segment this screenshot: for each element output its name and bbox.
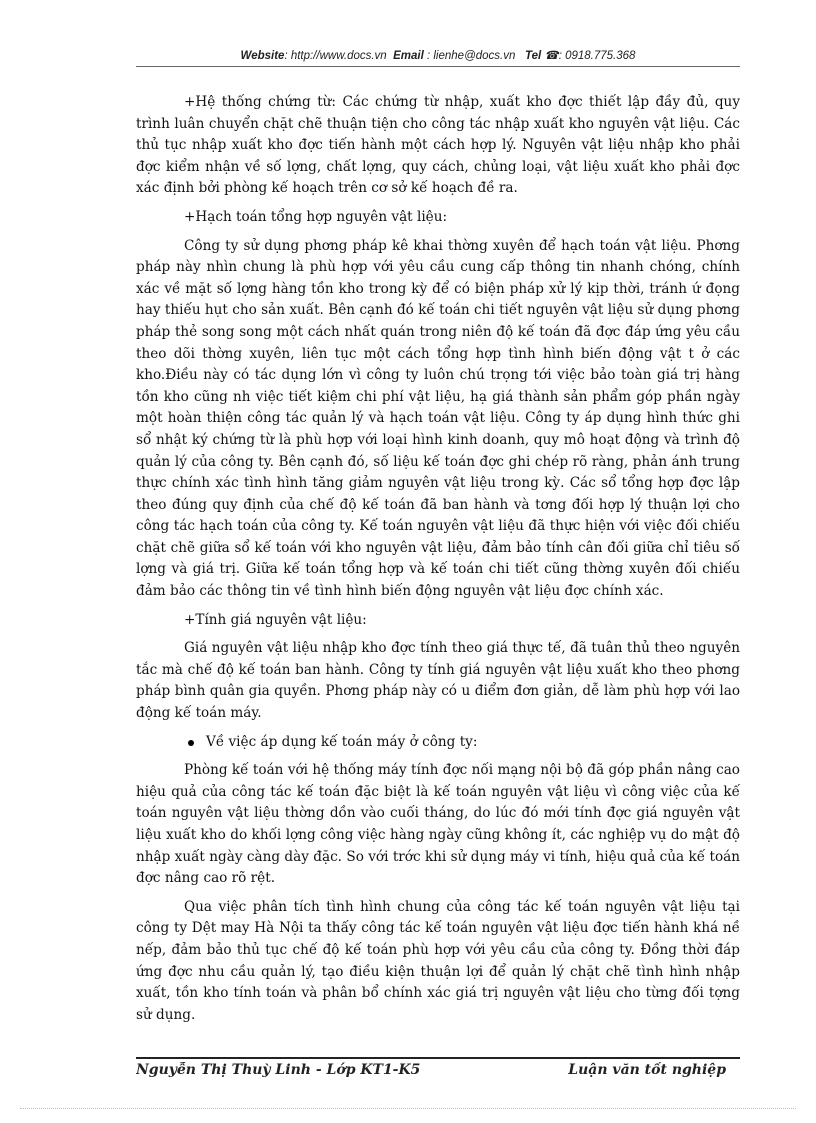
paragraph-hach-toan: Công ty sử dụng phơng pháp kê khai thờng xuyên để hạch toán vật liệu. Phơng pháp này nhìn chung là phù hợp với yêu cầu cung cấp thông tin nhanh chóng, chính xác về mặt số lợng hàng tồn kho trong kỳ để có biện pháp xử lý kịp thời, tránh ứ đọng hay thiếu hụt cho sản xuất. Bên cạnh đó kế toán chi tiết nguyên vật liệu sử dụng phơng pháp thẻ song song một cách nhất quán trong niên độ kế toán đã đợc đáp ứng yêu cầu theo dõi thờng xuyên, liên tục một cách tổng hợp tình hình biến động vật t ở các kho.Điều này có tác dụng lớn vì công ty luôn chú trọng tới việc bảo toàn giá trị hàng tồn kho cũng nh việc tiết kiệm chi phí vật liệu, hạ giá thành sản phẩm góp phần ngày một hoàn thiện công tác quản lý và hạch toán vật liệu. Công ty áp dụng hình thức ghi sổ nhật ký chứng từ là phù hợp với loại hình kinh doanh, quy mô hoạt động và trình độ quản lý của công ty. Bên cạnh đó, số liệu kế toán đợc ghi chép rõ ràng, phản ánh trung thực chính xác tình hình tăng giảm nguyên vật liệu trong kỳ. Các sổ tổng hợp đợc lập theo đúng quy định của chế độ kế toán đã ban hành và tơng đối hợp lý thuận lợi cho công tác hạch toán của công ty. Kế toán nguyên vật liệu đã thực hiện với việc đối chiếu chặt chẽ giữa sổ kế toán với kho nguyên vật liệu, đảm bảo tính cân đối giữa chỉ tiêu số lợng và giá trị. Giữa kế toán tổng hợp và kế toán chi tiết cũng thờng xuyên đối chiếu đảm bảo các thông tin về tình hình biến động nguyên vật liệu đợc chính xác. <box>136 237 740 600</box>
email-label: Email <box>393 50 424 62</box>
page-edge-divider <box>20 1108 796 1109</box>
paragraph-heading-hach-toan: +Hạch toán tổng hợp nguyên vật liệu: <box>184 208 448 225</box>
footer-title: Luận văn tốt nghiệp <box>568 1062 726 1078</box>
phone-icon: ☎ <box>544 50 559 62</box>
bullet-item <box>136 732 740 754</box>
website-value: : http://www.docs.vn <box>284 50 387 62</box>
paragraph-tinh-gia: Giá nguyên vật liệu nhập kho đợc tính theo giá thực tế, đã tuân thủ theo nguyên tắc mà chế độ kế toán ban hành. Công ty tính giá nguyên vật liệu xuất kho theo phơng pháp bình quân gia quyền. Phơng pháp này có u điểm đơn giản, dễ làm phù hợp với lao động kế toán máy. <box>136 640 740 722</box>
document-body <box>136 92 740 1033</box>
paragraph-ke-toan-may: Phòng kế toán với hệ thống máy tính đợc nối mạng nội bộ đã góp phần nâng cao hiệu quả của công tác kế toán đặc biệt là kế toán nguyên vật liệu vì công việc của kế toán nguyên vật liệu thờng dồn vào cuối tháng, do lúc đó mới tính đợc giá nguyên vật liệu xuất kho do khối lợng công việc hàng ngày cũng không ít, các nghiệp vụ do mật độ nhập xuất ngày càng dày đặc. So với trớc khi sử dụng máy vi tính, hiệu quả của kế toán đợc nâng cao rõ rệt. <box>136 762 740 887</box>
paragraph-chung-tu: +Hệ thống chứng từ: Các chứng từ nhập, xuất kho đợc thiết lập đầy đủ, quy trình luân chuyển chặt chẽ thuận tiện cho công tác nhập xuất kho nguyên vật liệu. Các thủ tục nhập xuất kho đợc tiến hành một cách hợp lý. Nguyên vật liệu nhập kho phải đợc kiểm nhận về số lợng, chất lợng, quy cách, chủng loại, vật liệu xuất kho phải đợc xác định bởi phòng kế hoạch trên cơ sở kế hoạch đề ra. <box>136 94 740 197</box>
paragraph-heading-tinh-gia: +Tính giá nguyên vật liệu: <box>184 611 367 628</box>
email-value: : lienhe@docs.vn <box>426 50 516 62</box>
tel-label: Tel <box>524 50 542 62</box>
footer-author: Nguyễn Thị Thuỳ Linh - Lớp KT1-K5 <box>136 1062 421 1078</box>
page-header <box>136 48 740 62</box>
bullet-dot-icon <box>188 740 194 746</box>
website-label: Website <box>240 50 285 62</box>
bullet-text: Về việc áp dụng kế toán máy ở công ty: <box>206 733 478 750</box>
footer-divider <box>136 1057 740 1059</box>
paragraph-conclusion: Qua việc phân tích tình hình chung của công tác kế toán nguyên vật liệu tại công ty Dệt may Hà Nội ta thấy công tác kế toán nguyên vật liệu đợc tiến hành khá nề nếp, đảm bảo thủ tục chế độ kế toán phù hợp với yêu cầu của công ty. Đồng thời đáp ứng đợc nhu cầu quản lý, tạo điều kiện thuận lợi để quản lý chặt chẽ tình hình nhập xuất, tồn kho tính toán và phân bổ chính xác giá trị nguyên vật liệu cho từng đối tợng sử dụng. <box>136 898 740 1023</box>
page-footer <box>136 1062 740 1084</box>
header-divider <box>136 66 740 67</box>
tel-value: : 0918.775.368 <box>558 50 636 62</box>
